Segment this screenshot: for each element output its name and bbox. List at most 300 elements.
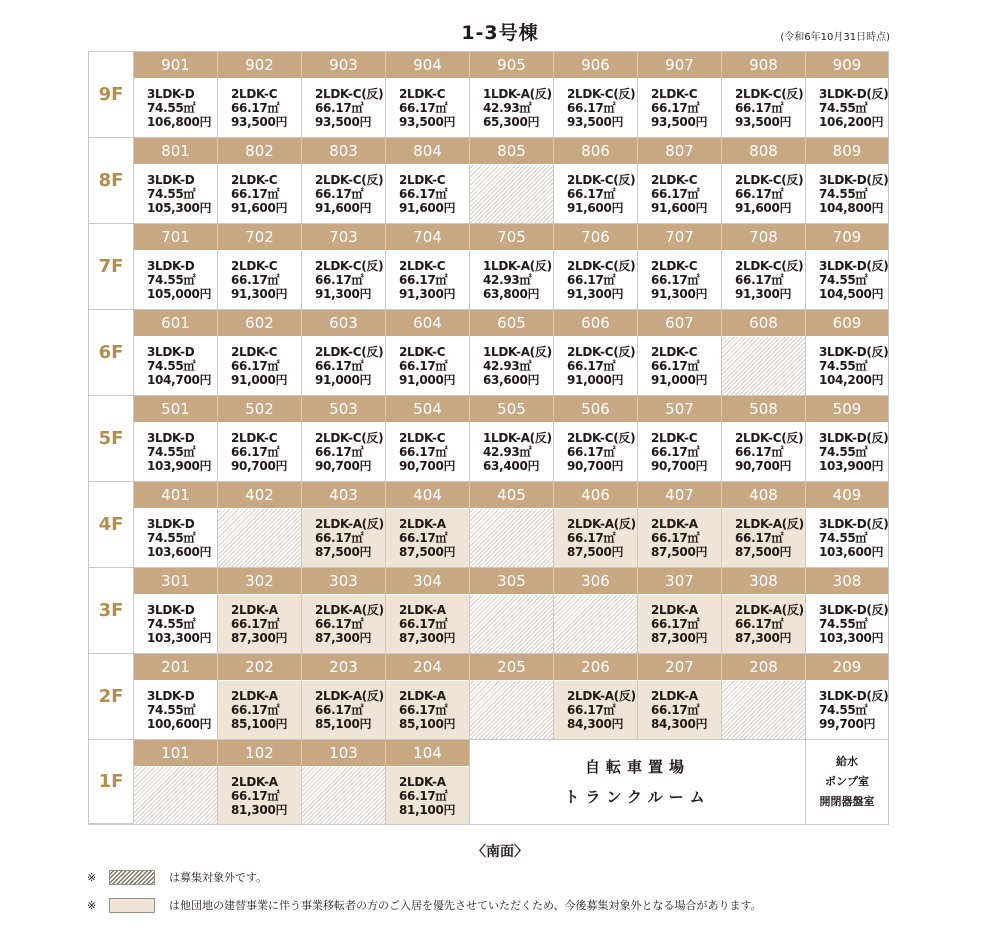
unit-cell: [217, 740, 301, 824]
unit-cell: [385, 568, 469, 654]
unit-body: [134, 165, 217, 223]
unit-body: [134, 509, 217, 567]
unit-body: [386, 509, 469, 567]
unit-area: 74.55㎡: [819, 101, 868, 115]
unit-type: 2LDK-C: [651, 345, 698, 359]
unit-type: 1LDK-A(反): [483, 87, 552, 101]
unit-body: [386, 165, 469, 223]
unit-area: 66.17㎡: [315, 101, 364, 115]
unit-rent: 90,700円: [231, 459, 288, 473]
unit-cell: [637, 138, 721, 224]
unit-cell: [469, 654, 553, 740]
unit-rent: 100,600円: [147, 717, 212, 731]
unit-number: 801: [134, 138, 217, 165]
unit-type: 2LDK-A(反): [735, 517, 804, 531]
unit-area: 74.55㎡: [819, 531, 868, 545]
unit-cell: [805, 482, 888, 568]
unit-area: 74.55㎡: [147, 531, 196, 545]
unit-cell: [805, 568, 888, 654]
unit-cell: [721, 396, 805, 482]
unit-rent: 91,600円: [315, 201, 372, 215]
unit-body: [218, 165, 301, 223]
unit-rent: 93,500円: [735, 115, 792, 129]
unit-body: [302, 165, 385, 223]
unit-number: 102: [218, 740, 301, 767]
unit-cell: [805, 310, 888, 396]
unit-type: 3LDK-D(反): [819, 431, 888, 445]
unit-area: 66.17㎡: [231, 445, 280, 459]
unit-rent: 90,700円: [651, 459, 708, 473]
unit-body: [386, 337, 469, 395]
unit-area: 66.17㎡: [651, 359, 700, 373]
unit-cell: [637, 568, 721, 654]
unit-body: [218, 595, 301, 653]
unit-rent: 85,100円: [399, 717, 456, 731]
unit-number: 506: [554, 396, 637, 423]
unit-body: [302, 509, 385, 567]
unit-cell: [553, 482, 637, 568]
unit-rent: 87,300円: [231, 631, 288, 645]
unit-body: [554, 509, 637, 567]
unit-rent: 99,700円: [819, 717, 876, 731]
unit-area: 66.17㎡: [651, 273, 700, 287]
unit-rent: 65,300円: [483, 115, 540, 129]
unit-rent: 93,500円: [651, 115, 708, 129]
beige-swatch: [109, 898, 155, 913]
unit-number: 306: [554, 568, 637, 595]
floor-label: 7F: [89, 224, 133, 310]
unit-area: 66.17㎡: [567, 101, 616, 115]
unit-cell: [385, 52, 469, 138]
unit-body: [218, 767, 301, 824]
unit-rent: 93,500円: [231, 115, 288, 129]
unit-cell: [637, 654, 721, 740]
unit-area: 42.93㎡: [483, 359, 532, 373]
unit-cell: [133, 52, 217, 138]
unit-type: 2LDK-A: [399, 517, 446, 531]
unit-rent: 91,300円: [567, 287, 624, 301]
unit-rent: 103,300円: [819, 631, 884, 645]
unit-type: 1LDK-A(反): [483, 259, 552, 273]
unit-body: [218, 337, 301, 395]
unit-number: 207: [638, 654, 721, 681]
unit-number: 408: [722, 482, 805, 509]
unit-cell: [301, 654, 385, 740]
unit-cell: [385, 654, 469, 740]
unit-cell: [217, 310, 301, 396]
unit-area: 74.55㎡: [819, 617, 868, 631]
not-recruiting-area: [134, 767, 217, 824]
unit-body: [386, 251, 469, 309]
unit-number: 907: [638, 52, 721, 79]
unit-type: 2LDK-A: [231, 775, 278, 789]
unit-number: 402: [218, 482, 301, 509]
area-label: トランクルーム: [564, 788, 711, 806]
unit-type: 2LDK-C(反): [315, 345, 384, 359]
unit-cell: [637, 52, 721, 138]
unit-type: 2LDK-C: [399, 345, 446, 359]
unit-type: 3LDK-D: [147, 517, 195, 531]
unit-body: [218, 681, 301, 739]
unit-type: 2LDK-A(反): [315, 517, 384, 531]
unit-number: 606: [554, 310, 637, 337]
unit-body: [806, 595, 888, 653]
unit-area: 66.17㎡: [231, 789, 280, 803]
unit-rent: 103,900円: [147, 459, 212, 473]
unit-cell: [805, 654, 888, 740]
unit-cell: [721, 224, 805, 310]
floor-label: 2F: [89, 654, 133, 740]
unit-number: 204: [386, 654, 469, 681]
unit-rent: 104,500円: [819, 287, 884, 301]
unit-number: 905: [470, 52, 553, 79]
unit-body: [806, 165, 888, 223]
unit-type: 2LDK-C(反): [567, 87, 636, 101]
unit-area: 74.55㎡: [147, 101, 196, 115]
unit-cell: [385, 482, 469, 568]
unit-area: 66.17㎡: [651, 445, 700, 459]
unit-area: 66.17㎡: [231, 273, 280, 287]
unit-number: 601: [134, 310, 217, 337]
unit-rent: 87,500円: [735, 545, 792, 559]
unit-area: 66.17㎡: [315, 703, 364, 717]
unit-area: 66.17㎡: [399, 789, 448, 803]
unit-number: 101: [134, 740, 217, 767]
unit-area: 66.17㎡: [567, 703, 616, 717]
unit-cell: [217, 138, 301, 224]
unit-type: 3LDK-D: [147, 259, 195, 273]
unit-number: 104: [386, 740, 469, 767]
unit-number: 805: [470, 138, 553, 165]
unit-number: 703: [302, 224, 385, 251]
unit-cell: [721, 138, 805, 224]
floor-label: 1F: [89, 740, 133, 824]
as-of-date: (令和6年10月31日時点): [780, 32, 890, 43]
unit-cell: [553, 654, 637, 740]
unit-number: 604: [386, 310, 469, 337]
unit-cell: [469, 482, 553, 568]
unit-body: [302, 595, 385, 653]
unit-area: 66.17㎡: [399, 445, 448, 459]
unit-cell: [217, 568, 301, 654]
unit-body: [806, 337, 888, 395]
unit-area: 66.17㎡: [651, 101, 700, 115]
unit-number: 409: [806, 482, 888, 509]
unit-cell: [301, 224, 385, 310]
unit-rent: 81,300円: [231, 803, 288, 817]
unit-body: [134, 251, 217, 309]
unit-type: 2LDK-C(反): [567, 431, 636, 445]
unit-rent: 87,300円: [399, 631, 456, 645]
bicycle-parking-area: [469, 740, 805, 824]
unit-area: 66.17㎡: [315, 617, 364, 631]
unit-body: [554, 337, 637, 395]
unit-number: 202: [218, 654, 301, 681]
unit-type: 2LDK-C: [231, 345, 278, 359]
unit-cell: [721, 482, 805, 568]
unit-type: 2LDK-C(反): [567, 173, 636, 187]
unit-number: 609: [806, 310, 888, 337]
unit-number: 807: [638, 138, 721, 165]
unit-rent: 104,700円: [147, 373, 212, 387]
unit-type: 3LDK-D: [147, 345, 195, 359]
unit-body: [554, 79, 637, 137]
unit-body: [638, 681, 721, 739]
unit-type: 3LDK-D: [147, 87, 195, 101]
unit-body: [302, 681, 385, 739]
unit-type: 3LDK-D: [147, 173, 195, 187]
unit-cell: [301, 52, 385, 138]
unit-number: 607: [638, 310, 721, 337]
unit-cell: [217, 482, 301, 568]
not-recruiting-area: [722, 681, 805, 739]
legend-not-recruiting: [87, 869, 267, 885]
unit-cell: [217, 396, 301, 482]
unit-rent: 91,300円: [399, 287, 456, 301]
unit-cell: [805, 396, 888, 482]
unit-number: 806: [554, 138, 637, 165]
floor-plan-grid: [88, 51, 889, 825]
unit-area: 66.17㎡: [399, 617, 448, 631]
unit-number: 603: [302, 310, 385, 337]
unit-cell: [301, 740, 385, 824]
unit-body: [806, 79, 888, 137]
unit-cell: [805, 138, 888, 224]
unit-rent: 90,700円: [567, 459, 624, 473]
unit-rent: 91,000円: [315, 373, 372, 387]
unit-body: [806, 423, 888, 481]
unit-cell: [637, 224, 721, 310]
unit-number: 209: [806, 654, 888, 681]
unit-cell: [721, 568, 805, 654]
unit-type: 2LDK-C: [651, 87, 698, 101]
unit-cell: [385, 396, 469, 482]
unit-area: 66.17㎡: [231, 703, 280, 717]
unit-rent: 91,000円: [399, 373, 456, 387]
unit-type: 2LDK-A(反): [315, 689, 384, 703]
unit-area: 74.55㎡: [147, 617, 196, 631]
unit-cell: [217, 654, 301, 740]
unit-rent: 84,300円: [651, 717, 708, 731]
unit-cell: [553, 138, 637, 224]
unit-number: 305: [470, 568, 553, 595]
unit-area: 66.17㎡: [399, 101, 448, 115]
unit-number: 804: [386, 138, 469, 165]
unit-number: 902: [218, 52, 301, 79]
unit-rent: 87,500円: [651, 545, 708, 559]
legend-text: は募集対象外です。: [169, 871, 268, 884]
unit-type: 2LDK-A: [231, 689, 278, 703]
unit-cell: [469, 138, 553, 224]
unit-type: 2LDK-C: [399, 173, 446, 187]
unit-number: 203: [302, 654, 385, 681]
floor-label: 9F: [89, 52, 133, 138]
unit-number: 707: [638, 224, 721, 251]
unit-type: 2LDK-A: [399, 689, 446, 703]
unit-body: [302, 423, 385, 481]
unit-area: 66.17㎡: [651, 703, 700, 717]
unit-area: 66.17㎡: [567, 531, 616, 545]
unit-body: [470, 423, 553, 481]
unit-area: 66.17㎡: [231, 359, 280, 373]
unit-type: 2LDK-A: [651, 517, 698, 531]
unit-body: [722, 251, 805, 309]
unit-cell: [553, 396, 637, 482]
unit-number: 201: [134, 654, 217, 681]
unit-area: 66.17㎡: [567, 445, 616, 459]
unit-number: 502: [218, 396, 301, 423]
unit-type: 3LDK-D(反): [819, 173, 888, 187]
unit-body: [722, 509, 805, 567]
unit-number: 505: [470, 396, 553, 423]
unit-cell: [301, 310, 385, 396]
unit-rent: 103,900円: [819, 459, 884, 473]
unit-area: 74.55㎡: [819, 187, 868, 201]
unit-type: 2LDK-C: [399, 87, 446, 101]
unit-area: 66.17㎡: [567, 187, 616, 201]
unit-body: [722, 595, 805, 653]
unit-cell: [133, 310, 217, 396]
unit-number: 809: [806, 138, 888, 165]
area-label: 開閉器盤室: [819, 795, 875, 808]
unit-type: 3LDK-D: [147, 431, 195, 445]
unit-cell: [217, 224, 301, 310]
building-title: 1-3号棟: [461, 22, 539, 44]
unit-body: [638, 509, 721, 567]
unit-type: 3LDK-D: [147, 689, 195, 703]
unit-type: 2LDK-A: [231, 603, 278, 617]
unit-rent: 91,300円: [735, 287, 792, 301]
unit-type: 2LDK-A: [651, 689, 698, 703]
unit-type: 2LDK-C(反): [567, 259, 636, 273]
unit-type: 2LDK-C: [231, 87, 278, 101]
unit-type: 2LDK-C(反): [315, 87, 384, 101]
unit-rent: 90,700円: [399, 459, 456, 473]
unit-body: [134, 337, 217, 395]
unit-number: 704: [386, 224, 469, 251]
unit-rent: 103,600円: [147, 545, 212, 559]
unit-number: 307: [638, 568, 721, 595]
unit-body: [134, 79, 217, 137]
unit-body: [722, 165, 805, 223]
unit-type: 2LDK-A(反): [567, 689, 636, 703]
unit-number: 302: [218, 568, 301, 595]
unit-cell: [133, 138, 217, 224]
unit-area: 66.17㎡: [399, 531, 448, 545]
unit-rent: 87,300円: [735, 631, 792, 645]
unit-rent: 90,700円: [735, 459, 792, 473]
unit-type: 2LDK-C: [399, 259, 446, 273]
unit-type: 2LDK-C: [231, 173, 278, 187]
unit-area: 66.17㎡: [651, 617, 700, 631]
area-label: 給水: [836, 755, 858, 768]
unit-cell: [301, 396, 385, 482]
unit-cell: [553, 52, 637, 138]
unit-rent: 103,600円: [819, 545, 884, 559]
unit-area: 66.17㎡: [567, 359, 616, 373]
unit-rent: 105,300円: [147, 201, 212, 215]
unit-body: [134, 681, 217, 739]
unit-number: 504: [386, 396, 469, 423]
unit-rent: 91,300円: [651, 287, 708, 301]
unit-type: 3LDK-D(反): [819, 87, 888, 101]
unit-type: 2LDK-C(反): [315, 173, 384, 187]
unit-rent: 90,700円: [315, 459, 372, 473]
unit-rent: 85,100円: [315, 717, 372, 731]
floor-label: 5F: [89, 396, 133, 482]
not-recruiting-area: [722, 337, 805, 395]
unit-number: 308: [722, 568, 805, 595]
unit-body: [302, 337, 385, 395]
unit-number: 802: [218, 138, 301, 165]
not-recruiting-area: [470, 681, 553, 739]
unit-number: 808: [722, 138, 805, 165]
unit-cell: [385, 224, 469, 310]
legend-text: は他団地の建替事業に伴う事業移転者の方のご入居を優先させていただくため、今後募集対象外となる場合があります。: [169, 899, 762, 912]
unit-area: 66.17㎡: [315, 359, 364, 373]
floor-label: 4F: [89, 482, 133, 568]
unit-cell: [553, 310, 637, 396]
unit-cell: [133, 568, 217, 654]
unit-cell: [217, 52, 301, 138]
not-recruiting-area: [554, 595, 637, 653]
unit-body: [386, 79, 469, 137]
unit-area: 66.17㎡: [399, 359, 448, 373]
unit-type: 2LDK-C: [399, 431, 446, 445]
unit-area: 66.17㎡: [315, 273, 364, 287]
legend-mark: ※: [87, 870, 97, 884]
unit-type: 3LDK-D(反): [819, 517, 888, 531]
pump-room-area: [805, 740, 888, 824]
unit-area: 74.55㎡: [147, 273, 196, 287]
unit-area: 66.17㎡: [735, 101, 784, 115]
unit-rent: 91,600円: [399, 201, 456, 215]
unit-number: 508: [722, 396, 805, 423]
unit-type: 2LDK-A: [399, 603, 446, 617]
unit-body: [806, 509, 888, 567]
unit-cell: [553, 568, 637, 654]
unit-body: [638, 595, 721, 653]
unit-cell: [469, 568, 553, 654]
unit-type: 2LDK-A(反): [567, 517, 636, 531]
unit-type: 2LDK-C: [651, 259, 698, 273]
unit-rent: 93,500円: [399, 115, 456, 129]
unit-rent: 91,600円: [231, 201, 288, 215]
unit-rent: 104,800円: [819, 201, 884, 215]
unit-rent: 91,300円: [231, 287, 288, 301]
unit-area: 74.55㎡: [147, 359, 196, 373]
legend-priority: [87, 897, 762, 913]
unit-type: 2LDK-C(反): [735, 259, 804, 273]
unit-type: 1LDK-A(反): [483, 345, 552, 359]
unit-cell: [637, 310, 721, 396]
unit-rent: 104,200円: [819, 373, 884, 387]
unit-cell: [469, 52, 553, 138]
unit-number: 304: [386, 568, 469, 595]
unit-area: 66.17㎡: [399, 187, 448, 201]
unit-cell: [385, 740, 469, 824]
unit-body: [806, 681, 888, 739]
unit-body: [554, 423, 637, 481]
unit-type: 3LDK-D(反): [819, 259, 888, 273]
unit-cell: [133, 654, 217, 740]
unit-rent: 103,300円: [147, 631, 212, 645]
unit-cell: [637, 396, 721, 482]
direction-label: 〈南面〉: [472, 844, 528, 860]
unit-type: 2LDK-A: [651, 603, 698, 617]
unit-rent: 63,400円: [483, 459, 540, 473]
unit-rent: 85,100円: [231, 717, 288, 731]
